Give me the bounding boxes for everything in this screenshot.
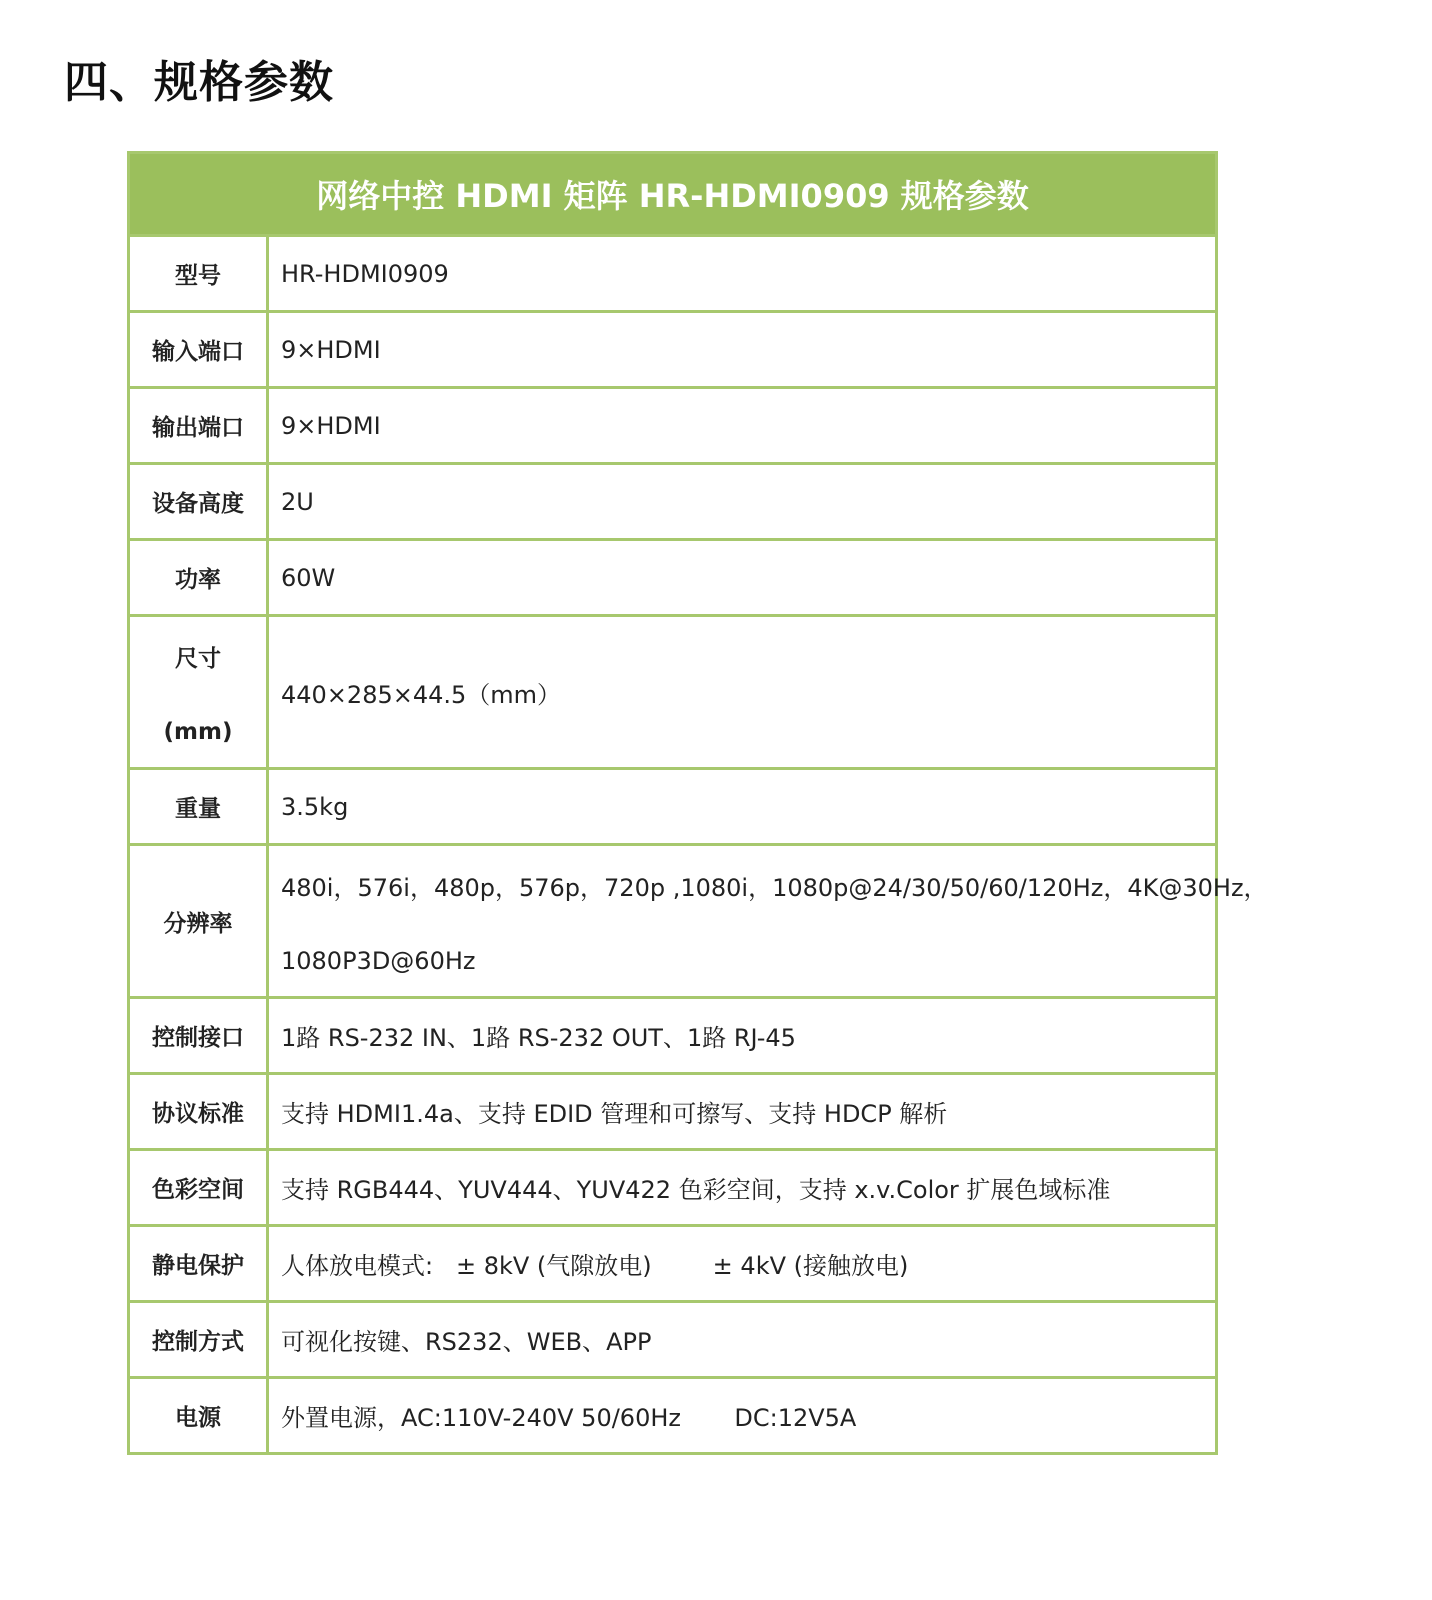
row-label-protocol-standard: 协议标准 [129, 1074, 268, 1150]
row-value-input-ports: 9×HDMI [268, 312, 1217, 388]
table-title: 网络中控 HDMI 矩阵 HR-HDMI0909 规格参数 [129, 153, 1217, 236]
row-value-resolution [268, 845, 1268, 998]
row-label-dimensions-line-1: 尺寸 [175, 645, 221, 672]
row-label-power: 功率 [129, 540, 268, 616]
spec-table [127, 151, 1268, 1455]
row-value-esd-protection: 人体放电模式: ± 8kV (气隙放电) ± 4kV (接触放电) [268, 1226, 1217, 1302]
table-header-row [129, 153, 1217, 236]
row-value-color-space: 支持 RGB444、YUV444、YUV422 色彩空间，支持 x.v.Color 扩展色域标准 [268, 1150, 1217, 1226]
table-row [129, 388, 1217, 464]
row-value-resolution-line-2: 1080P3D@60Hz [281, 946, 476, 975]
row-label-control-method: 控制方式 [129, 1302, 268, 1378]
row-value-power-supply: 外置电源，AC:110V-240V 50/60Hz DC:12V5A [268, 1378, 1217, 1454]
row-value-weight: 3.5kg [268, 769, 1217, 845]
row-label-weight: 重量 [129, 769, 268, 845]
row-label-resolution: 分辨率 [129, 845, 268, 998]
row-value-power: 60W [268, 540, 1217, 616]
table-row [129, 616, 1217, 769]
table-row [129, 540, 1217, 616]
table-row [129, 312, 1217, 388]
table-row [129, 1150, 1217, 1226]
row-value-device-height: 2U [268, 464, 1217, 540]
row-value-output-ports: 9×HDMI [268, 388, 1217, 464]
row-label-model: 型号 [129, 236, 268, 312]
section-title: 四、规格参数 [64, 57, 334, 108]
row-value-control-method: 可视化按键、RS232、WEB、APP [268, 1302, 1217, 1378]
row-label-esd-protection: 静电保护 [129, 1226, 268, 1302]
table-row [129, 464, 1217, 540]
row-value-model: HR-HDMI0909 [268, 236, 1217, 312]
table-row [129, 236, 1217, 312]
row-label-control-interface: 控制接口 [129, 998, 268, 1074]
row-value-resolution-line-1: 480i，576i，480p，576p，720p ,1080i，1080p@24/30/50/60/120Hz，4K@30Hz， [281, 873, 1268, 902]
row-label-output-ports: 输出端口 [129, 388, 268, 464]
table-row [129, 998, 1217, 1074]
row-label-input-ports: 输入端口 [129, 312, 268, 388]
row-label-color-space: 色彩空间 [129, 1150, 268, 1226]
table-row [129, 769, 1217, 845]
row-label-device-height: 设备高度 [129, 464, 268, 540]
table-row [129, 1378, 1217, 1454]
table-row [129, 845, 1217, 998]
table-row [129, 1074, 1217, 1150]
row-label-dimensions-line-2: (mm) [163, 718, 233, 745]
table-row [129, 1302, 1217, 1378]
row-value-dimensions: 440×285×44.5（mm） [268, 616, 1217, 769]
row-label-dimensions [129, 616, 268, 769]
row-label-power-supply: 电源 [129, 1378, 268, 1454]
row-value-control-interface: 1路 RS-232 IN、1路 RS-232 OUT、1路 RJ-45 [268, 998, 1217, 1074]
row-value-protocol-standard: 支持 HDMI1.4a、支持 EDID 管理和可擦写、支持 HDCP 解析 [268, 1074, 1217, 1150]
table-row [129, 1226, 1217, 1302]
